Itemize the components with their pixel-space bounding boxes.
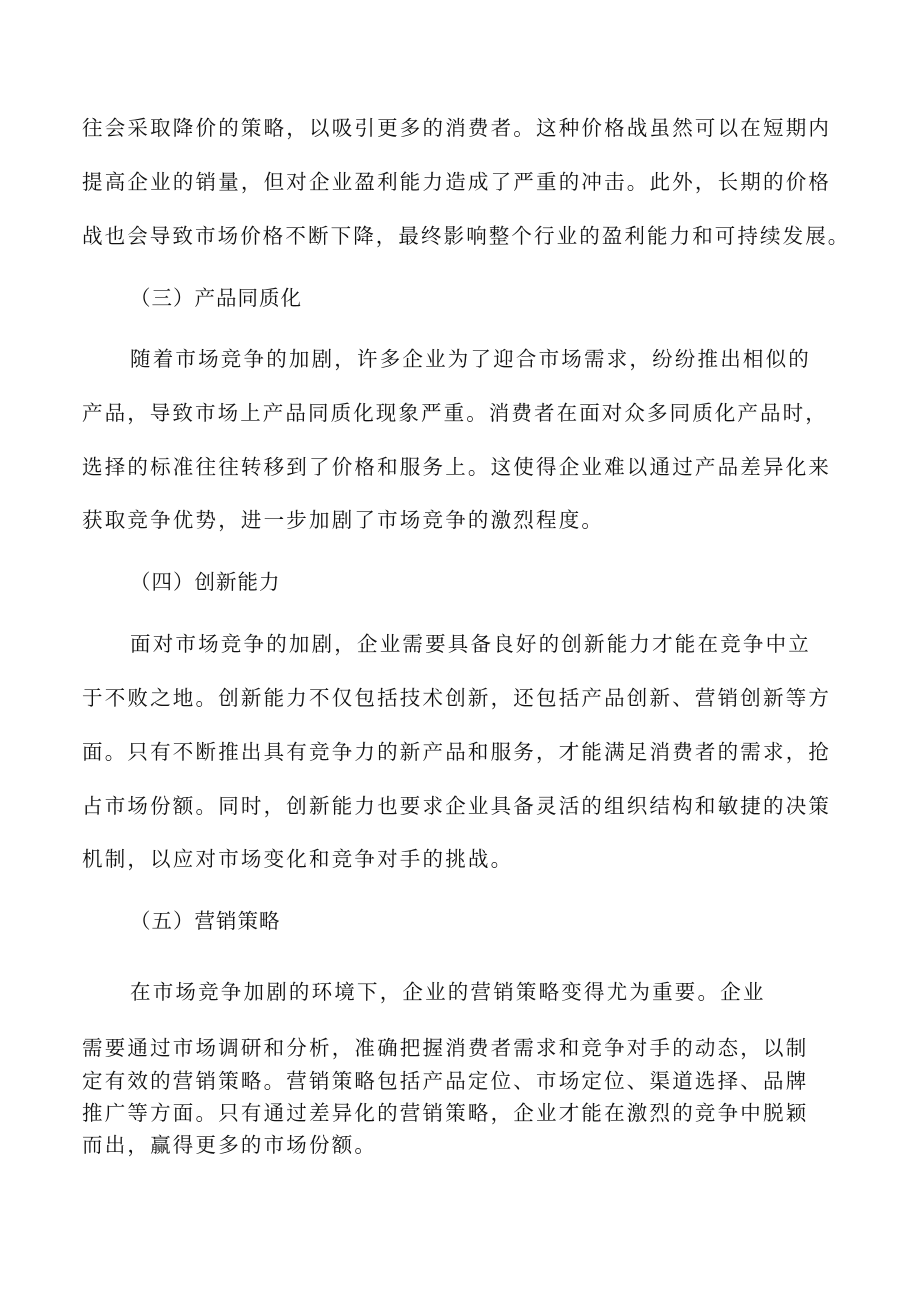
section-heading: （三）产品同质化: [130, 286, 302, 310]
paragraph-line: 在市场竞争加剧的环境下，企业的营销策略变得尤为重要。企业: [130, 980, 766, 1004]
paragraph-line: 提高企业的销量，但对企业盈利能力造成了严重的冲击。此外，长期的价格: [82, 170, 832, 194]
paragraph-line: 获取竞争优势，进一步加剧了市场竞争的激烈程度。: [82, 508, 605, 532]
paragraph-line: 面。只有不断推出具有竞争力的新产品和服务，才能满足消费者的需求，抢: [82, 740, 832, 764]
paragraph-line: 于不败之地。创新能力不仅包括技术创新，还包括产品创新、营销创新等方: [82, 686, 832, 710]
paragraph-line: 需要通过市场调研和分析，准确把握消费者需求和竞争对手的动态，以制: [82, 1036, 809, 1060]
paragraph-line: 定有效的营销策略。营销策略包括产品定位、市场定位、渠道选择、品牌: [82, 1069, 809, 1093]
paragraph-line: 机制，以应对市场变化和竞争对手的挑战。: [82, 847, 514, 871]
paragraph-line: 面对市场竞争的加剧，企业需要具备良好的创新能力才能在竞争中立: [130, 632, 811, 656]
paragraph-line: 随着市场竞争的加剧，许多企业为了迎合市场需求，纷纷推出相似的: [130, 347, 811, 371]
paragraph-line: 推广等方面。只有通过差异化的营销策略，企业才能在激烈的竞争中脱颖: [82, 1101, 809, 1125]
section-heading: （四）创新能力: [130, 570, 281, 594]
paragraph-line: 占市场份额。同时，创新能力也要求企业具备灵活的组织结构和敏捷的决策: [82, 794, 832, 818]
paragraph-line: 选择的标准往往转移到了价格和服务上。这使得企业难以通过产品差异化来: [82, 455, 832, 479]
paragraph-line: 战也会导致市场价格不断下降，最终影响整个行业的盈利能力和可持续发展。: [82, 224, 851, 248]
paragraph-line: 而出，赢得更多的市场份额。: [82, 1133, 378, 1157]
paragraph-line: 往会采取降价的策略，以吸引更多的消费者。这种价格战虽然可以在短期内: [82, 116, 832, 140]
section-heading: （五）营销策略: [130, 909, 281, 933]
paragraph-line: 产品，导致市场上产品同质化现象严重。消费者在面对众多同质化产品时，: [82, 401, 828, 425]
